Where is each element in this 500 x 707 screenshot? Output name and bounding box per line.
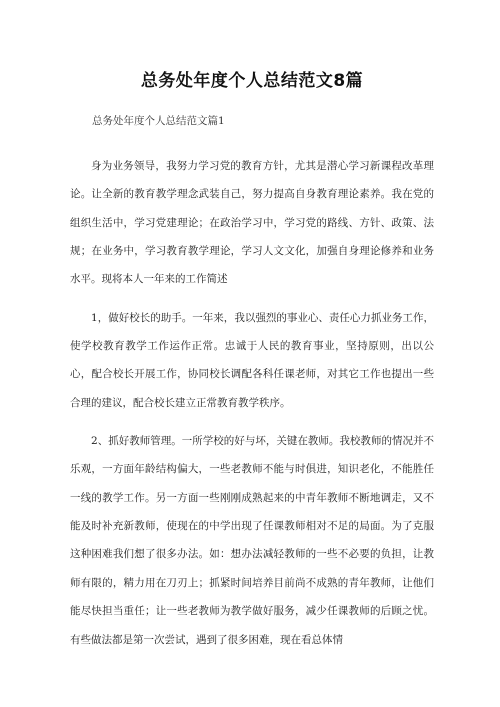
document-title: 总务处年度个人总结范文8篇 — [140, 71, 364, 91]
paragraph-assistant: 1，做好校长的助手。一年来，我以强烈的事业心、责任心力抓业务工作，使学校教育教学工作运作正常。忠诚于人民的教育事业，坚持原则，出以公心，配合校长开展工作，协同校长调配各科任课老师，对其它工作也提出一些合理的建议，配合校长建立正常教育教学秩序。 — [70, 311, 434, 409]
paragraph-intro: 身为业务领导，我努力学习党的教育方针，尤其是潜心学习新课程改革理论。让全新的教育教学理念武装自己，努力提高自身教育理论素养。我在党的组织生活中，学习党建理论；在政治学习中，学习党的路线、方针、政策、法规；在业务中，学习教育教学理论，学习人文文化，加强自身理论修养和业务水平。现将本人一年来的工作简述 — [70, 160, 434, 286]
document-subtitle: 总务处年度个人总结范文篇1 — [92, 115, 225, 127]
paragraph-teacher-management: 2、抓好教师管理。一所学校的好与坏，关键在教师。我校教师的情况并不乐观，一方面年龄结构偏大，一些老教师不能与时俱进，知识老化，不能胜任一线的教学工作。另一方面一些刚刚成熟起来的中青年教师不断地调走，又不能及时补充新教师，使现在的中学出现了任课教师相对不足的局面。为了克服这种困难我们想了很多办法。如：想办法减轻教师的一些不必要的负担，让教师有限的，精力用在刀刃上；抓紧时间培养目前尚不成熟的青年教师，让他们能尽快担当重任；让一些老教师为教学做好服务，减少任课教师的后顾之忧。有些做法都是第一次尝试，遇到了很多困难，现在看总体情 — [70, 435, 434, 646]
